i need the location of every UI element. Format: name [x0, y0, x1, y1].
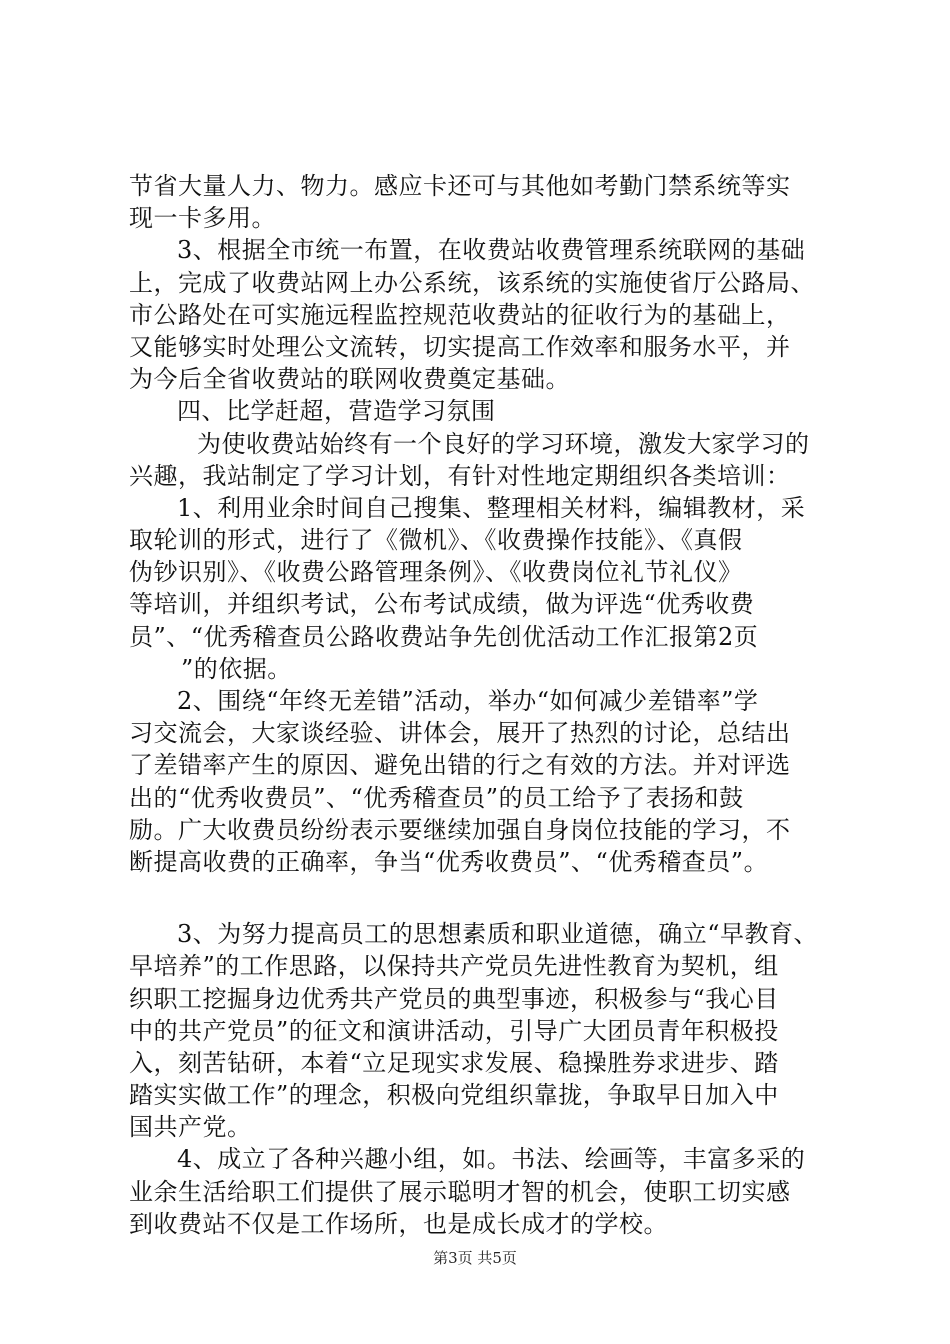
text-line: 织职工挖掘身边优秀共产党员的典型事迹，积极参与“我心目 — [129, 984, 779, 1013]
text-line: 节省大量人力、物力。感应卡还可与其他如考勤门禁系统等实 — [129, 172, 791, 200]
text-line: 了差错率产生的原因、避免出错的行之有效的方法。并对评选 — [129, 751, 791, 780]
text-line: 习交流会，大家谈经验、讲体会，展开了热烈的讨论，总结出 — [129, 719, 791, 748]
text-line: 4、成立了各种兴趣小组，如。书法、绘画等，丰富多采的 — [177, 1145, 806, 1174]
text-line: 踏实实做工作”的理念，积极向党组织靠拢，争取早日加入中 — [129, 1081, 779, 1110]
text-line: 为今后全省收费站的联网收费奠定基础。 — [129, 365, 570, 394]
text-line: 励。广大收费员纷纷表示要继续加强自身岗位技能的学习，不 — [129, 815, 791, 844]
text-line: 中的共产党员”的征文和演讲活动，引导广大团员青年积极投 — [129, 1016, 779, 1045]
text-line: 入，刻苦钻研，本着“立足现实求发展、稳操胜券求进步、踏 — [129, 1048, 779, 1077]
text-line: 早培养”的工作思路，以保持共产党员先进性教育为契机，组 — [129, 952, 779, 981]
document-body — [129, 170, 849, 1240]
paragraph-gap — [129, 878, 849, 918]
text-line: ”的依据。 — [181, 654, 292, 683]
text-line: 业余生活给职工们提供了展示聪明才智的机会，使职工切实感 — [129, 1177, 791, 1206]
text-line: 1、利用业余时间自己搜集、整理相关材料，编辑教材，采 — [177, 493, 806, 522]
text-line: 为使收费站始终有一个良好的学习环境，激发大家学习的 — [197, 429, 810, 458]
text-line: 又能够实时处理公文流转，切实提高工作效率和服务水平，并 — [129, 332, 791, 361]
text-line: 国共产党。 — [129, 1113, 252, 1142]
text-line: 现一卡多用。 — [129, 204, 276, 233]
text-line: 取轮训的形式，进行了《微机》、《收费操作技能》、《真假 — [129, 526, 743, 555]
section-heading: 四、比学赶超，营造学习氛围 — [177, 397, 496, 426]
text-line: 员”、“优秀稽查员公路收费站争先创优活动工作汇报第2页 — [129, 622, 759, 651]
text-line: 市公路处在可实施远程监控规范收费站的征收行为的基础上， — [129, 300, 791, 329]
text-line: 上，完成了收费站网上办公系统，该系统的实施使省厅公路局、 — [129, 268, 815, 297]
text-line: 等培训，并组织考试，公布考试成绩，做为评选“优秀收费 — [129, 590, 755, 619]
text-line: 兴趣，我站制定了学习计划，有针对性地定期组织各类培训： — [129, 461, 791, 490]
text-line: 3、根据全市统一布置，在收费站收费管理系统联网的基础 — [177, 236, 806, 265]
text-line: 伪钞识别》、《收费公路管理条例》、《收费岗位礼节礼仪》 — [129, 558, 743, 587]
text-line: 2、围绕“年终无差错”活动，举办“如何减少差错率”学 — [177, 687, 759, 715]
page-footer: 第3页 共5页 — [433, 1249, 517, 1267]
text-line: 到收费站不仅是工作场所，也是成长成才的学校。 — [129, 1209, 668, 1238]
text-line: 出的“优秀收费员”、“优秀稽查员”的员工给予了表扬和鼓 — [129, 783, 744, 812]
text-line: 断提高收费的正确率，争当“优秀收费员”、“优秀稽查员”。 — [129, 847, 769, 876]
text-line: 3、为努力提高员工的思想素质和职业道德，确立“早教育、 — [177, 920, 819, 949]
